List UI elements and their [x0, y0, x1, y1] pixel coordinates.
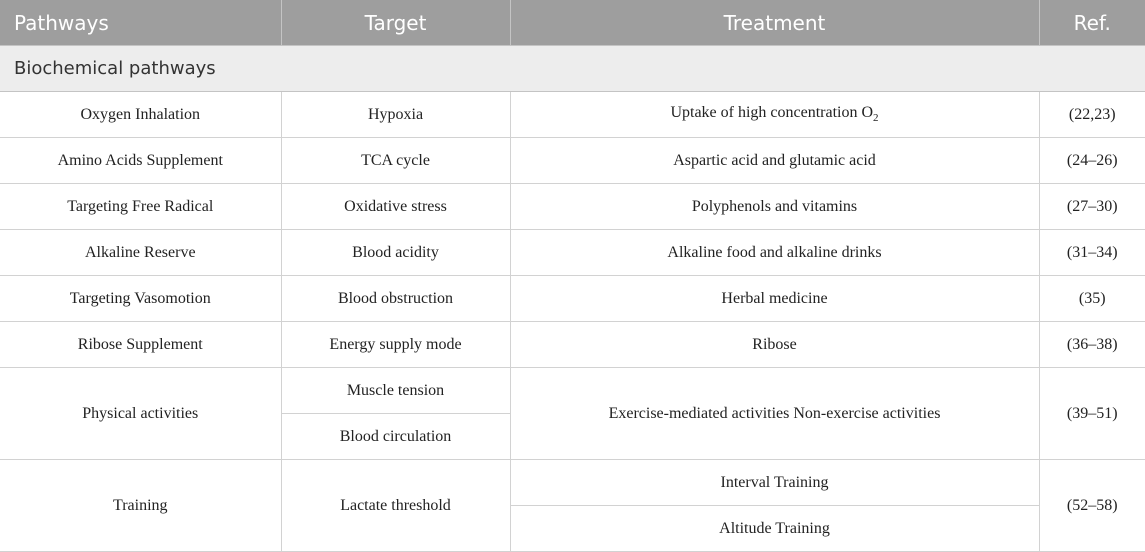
cell-target: Energy supply mode — [281, 322, 510, 368]
cell-pathway: Ribose Supplement — [0, 322, 281, 368]
cell-target: Oxidative stress — [281, 184, 510, 230]
cell-treatment: Interval Training — [510, 460, 1039, 506]
header-ref: Ref. — [1039, 0, 1145, 46]
cell-pathway: Physical activities — [0, 368, 281, 460]
cell-ref: (52–58) — [1039, 460, 1145, 552]
cell-treatment — [510, 92, 1039, 138]
treatment-subscript: 2 — [873, 112, 879, 125]
section-title: Biochemical pathways — [0, 46, 1145, 92]
cell-ref: (22,23) — [1039, 92, 1145, 138]
table-row — [0, 368, 1145, 414]
cell-pathway: Targeting Free Radical — [0, 184, 281, 230]
cell-target: Muscle tension — [281, 368, 510, 414]
table-row — [0, 460, 1145, 506]
table-row — [0, 322, 1145, 368]
header-pathways: Pathways — [0, 0, 281, 46]
cell-ref: (31–34) — [1039, 230, 1145, 276]
header-treatment: Treatment — [510, 0, 1039, 46]
cell-pathway: Alkaline Reserve — [0, 230, 281, 276]
cell-pathway: Amino Acids Supplement — [0, 138, 281, 184]
table-row — [0, 92, 1145, 138]
cell-target: TCA cycle — [281, 138, 510, 184]
cell-ref: (39–51) — [1039, 368, 1145, 460]
cell-ref: (36–38) — [1039, 322, 1145, 368]
cell-pathway: Targeting Vasomotion — [0, 276, 281, 322]
cell-target: Hypoxia — [281, 92, 510, 138]
cell-ref: (35) — [1039, 276, 1145, 322]
table-row — [0, 184, 1145, 230]
cell-treatment: Altitude Training — [510, 506, 1039, 552]
cell-treatment: Polyphenols and vitamins — [510, 184, 1039, 230]
cell-ref: (27–30) — [1039, 184, 1145, 230]
header-row — [0, 0, 1145, 46]
cell-treatment: Aspartic acid and glutamic acid — [510, 138, 1039, 184]
treatment-text: Uptake of high concentration O — [670, 104, 874, 122]
table-row — [0, 276, 1145, 322]
section-row — [0, 46, 1145, 92]
cell-target: Lactate threshold — [281, 460, 510, 552]
table-row — [0, 230, 1145, 276]
cell-target: Blood obstruction — [281, 276, 510, 322]
cell-treatment: Alkaline food and alkaline drinks — [510, 230, 1039, 276]
cell-treatment: Exercise-mediated activities Non-exercise activities — [510, 368, 1039, 460]
cell-target: Blood circulation — [281, 414, 510, 460]
table-row — [0, 138, 1145, 184]
cell-pathway: Oxygen Inhalation — [0, 92, 281, 138]
cell-pathway: Training — [0, 460, 281, 552]
cell-ref: (24–26) — [1039, 138, 1145, 184]
cell-target: Blood acidity — [281, 230, 510, 276]
cell-treatment: Herbal medicine — [510, 276, 1039, 322]
header-target: Target — [281, 0, 510, 46]
cell-treatment: Ribose — [510, 322, 1039, 368]
